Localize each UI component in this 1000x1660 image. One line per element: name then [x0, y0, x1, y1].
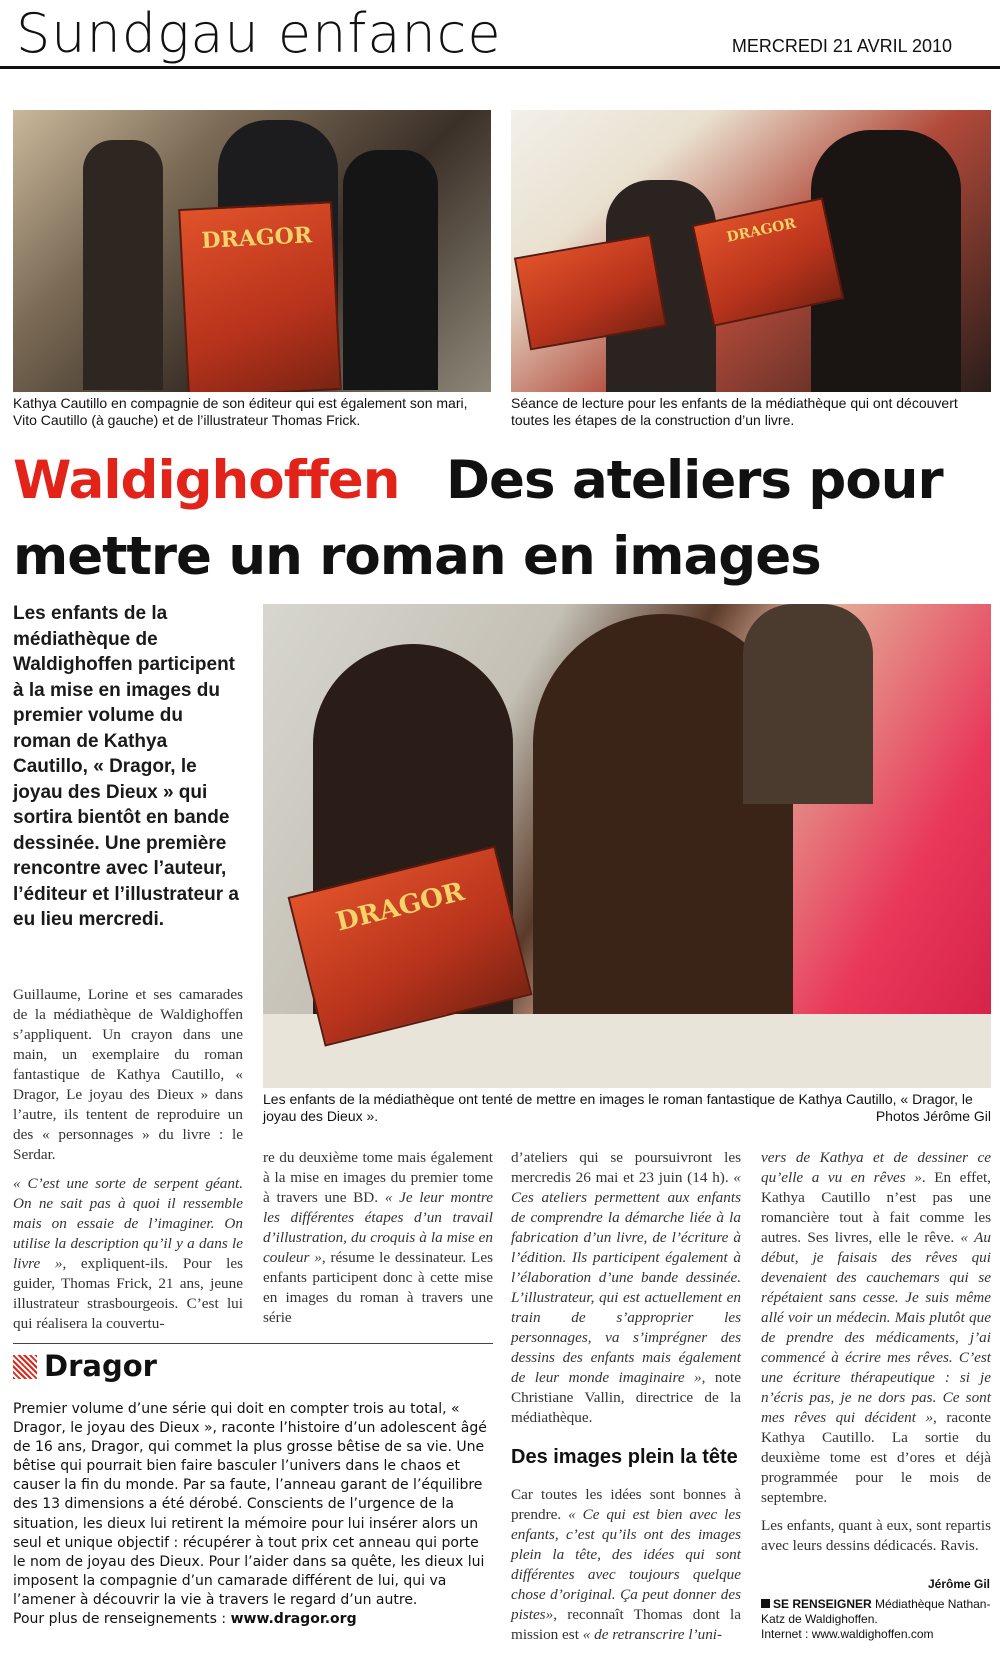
person-silhouette	[743, 604, 873, 804]
info-label: SE RENSEIGNER	[773, 1597, 872, 1611]
article-lead: Les enfants de la médiathèque de Waldighoffen participent à la mise en images du premier volume du roman de Kathya Cautillo, « Dragor, le joyau des Dieux » qui sortira bientôt en bande dessinée. Une première rencontre avec l’auteur, l’éditeur et l’illustrateur a eu lieu mercredi.	[13, 603, 239, 930]
box-more-info: Pour plus de renseignements : www.dragor.org	[13, 1611, 357, 1628]
article-column-3	[511, 1148, 741, 1428]
box-rule	[13, 1343, 493, 1344]
book-cover: DRAGOR	[178, 201, 342, 392]
paragraph: vers de Kathya et de dessiner ce qu’elle a vu en rêves ». En effet, Kathya Cautillo n’est pas une romancière tout à fait comme les autres. Ses livres, elle le rêve. « Au début, je faisais des rêves qui devenaient des cauchemars qui se répétaient sans cesse. Je suis même allé voir un médecin. Mais plutôt que de prendre des médicaments, j’ai commencé à écrire mes rêves. C’est une écriture thérapeutique : si je n’écris pas, je ne dors pas. Ce sont mes rêves qui décident », raconte Kathya Cautillo. La sortie du deuxième tome est d’ores et déjà programmée pour le mois de septembre.	[761, 1149, 992, 1506]
masthead-rule	[0, 66, 1000, 69]
article-column-1	[13, 985, 243, 1334]
paragraph: Car toutes les idées sont bonnes à prendre. « Ce qui est bien avec les enfants, c’est qu’ils ont des images plein la tête, des idées qui sont différentes avec toujours quelque chose d’original. Ça peut donner des pistes», reconnaît Thomas dont la mission est « de retranscrire l’uni-	[511, 1486, 741, 1643]
article-column-2	[263, 1148, 493, 1328]
box-paragraph: Premier volume d’une série qui doit en compter trois au total, « Dragor, le joyau des Dieux », raconte l’histoire d’un adolescent âgé de 16 ans, Dragor, qui commet la plus grosse bêtise de sa vie. Une bêtise qui pourrait bien faire basculer l’univers dans le chaos et causer la fin du monde. Par sa faute, l’anneau garant de l’équilibre des 13 dimensions a été dérobé. Conscients de l’urgence de la situation, les dieux lui retirent la mémoire pour lui insérer alors un seul et unique objectif : récupérer à tout prix cet anneau qui porte le nom de joyau des Dieux. Pour l’aider dans sa quête, les dieux lui imposent la compagnie d’un camarade différent de lui, qui va l’amener à découvrir la vie à travers le regard d’un autre.	[13, 1401, 487, 1608]
info-block	[761, 1597, 991, 1642]
paragraph: Les enfants, quant à eux, sont repartis avec leurs dessins dédicacés. Ravis.	[761, 1517, 991, 1554]
photo-children-drawing	[263, 604, 991, 1088]
section-title: Sundgau enfance	[16, 2, 502, 65]
headline-kicker: Waldighoffen	[13, 450, 400, 511]
website-link[interactable]: www.dragor.org	[230, 1611, 357, 1628]
paragraph: re du deuxième tome mais également à la mise en images du premier tome à travers une BD. « Je leur montre les différentes étapes d’un travail d’illustration, du croquis à la mise en couleur », résume le dessinateur. Les enfants participent donc à cette mise en images du roman à travers une série	[263, 1149, 493, 1326]
headline-line2: mettre un roman en images	[13, 526, 821, 587]
issue-date: MERCREDI 21 AVRIL 2010	[731, 36, 952, 56]
photo-caption: Les enfants de la médiathèque ont tenté de mettre en images le roman fantastique de Kathya Cautillo, « Dragor, le joyau des Dieux ».	[263, 1091, 973, 1124]
quote: « Ces ateliers permettent aux enfants de comprendre la démarche liée à la fabrication d’un livre, de l’écriture à l’édition. Ils participent également à l’élaboration d’une bande dessinée. L’illustrateur, qui est actuellement en train de s’approprier les personnages, va s’imprégner des dessins des enfants mais également de leur monde imaginaire »	[511, 1169, 741, 1386]
article-column-4	[761, 1148, 991, 1556]
paragraph: d’ateliers qui se poursuivront les mercredis 26 mai et 23 juin (14 h). « Ces ateliers permettent aux enfants de comprendre la démarche liée à la fabrication d’un livre, de l’écriture à l’édition. Ils participent également à l’élaboration d’une bande dessinée. L’illustrateur, qui est actuellement en train de s’approprier les personnages, va s’imprégner des dessins des enfants mais également de leur monde imaginaire », note Christiane Vallin, directrice de la médiathèque.	[511, 1149, 741, 1426]
paragraph: « C’est une sorte de serpent géant. On ne sait pas à quoi il ressemble mais on essaie de l’imaginer. On utilise la description qu’il y a dans le livre », expliquent-ils. Pour les guider, Thomas Frick, 21 ans, jeune illustrateur strasbourgeois. C’est lui qui réalisera la couvertu-	[13, 1175, 243, 1332]
article-subhead: Des images plein la tête	[511, 1446, 738, 1468]
photo-reading-session	[511, 110, 991, 392]
quote: « Au début, je faisais des rêves qui devenaient des cauchemars qui se répétaient sans cesse. Je suis même allé voir un médecin. Mais plutôt que de prendre des médicaments, j’ai commencé à écrire mes rêves. C’est une écriture thérapeutique : si je n’écris pas, je ne dors pas. Ce sont mes rêves qui décident »	[761, 1229, 991, 1426]
quote: « de retranscrire l’uni-	[582, 1626, 723, 1643]
quote: vers de Kathya et de dessiner ce qu’elle a vu en rêves »	[761, 1149, 991, 1186]
paragraph: Guillaume, Lorine et ses camarades de la médiathèque de Waldighoffen s’appliquent. Un crayon dans une main, un exemplaire du roman fantastique de Kathya Cautillo, « Dragor, Le joyau des Dieux » dans l’autre, ils tentent de reproduire un des « personnages » du livre : le Serdar.	[13, 986, 243, 1163]
quote: « C’est une sorte de serpent géant. On ne sait pas à quoi il ressemble mais on essaie de l’imaginer. On utilise la description qu’il y a dans le livre »	[13, 1175, 243, 1272]
quote: « Ce qui est bien avec les enfants, c’est qu’ils ont des images plein la tête, des idées qui sont différentes avec toujours quelque chose d’original. Ça peut donner des pistes»	[511, 1506, 741, 1623]
photo-caption: Séance de lecture pour les enfants de la médiathèque qui ont découvert toutes les étapes de la construction d’un livre.	[511, 395, 958, 428]
photo-caption: Kathya Cautillo en compagnie de son éditeur qui est également son mari, Vito Cautillo (à gauche) et de l’illustrateur Thomas Frick.	[13, 395, 468, 428]
quote: « Je leur montre les différentes étapes d’un travail d’illustration, du croquis à la mise en couleur »	[263, 1189, 493, 1266]
book-cover: DRAGOR	[288, 845, 533, 1046]
person-silhouette	[83, 140, 163, 390]
info-text: Médiathèque Nathan-Katz de Waldighoffen.	[761, 1597, 991, 1626]
box-title: Dragor	[44, 1349, 157, 1383]
photo-credit: Photos Jérôme Gil	[875, 1108, 991, 1124]
photo-author-editor-illustrator	[13, 110, 491, 392]
article-column-3b	[511, 1485, 741, 1645]
book-open: DRAGOR	[692, 197, 845, 327]
headline-line1: Des ateliers pour	[446, 450, 943, 511]
byline: Jérôme Gil	[927, 1577, 990, 1591]
box-marker-icon	[13, 1355, 37, 1379]
box-body	[13, 1400, 493, 1629]
square-bullet-icon	[761, 1599, 770, 1608]
info-internet[interactable]: Internet : www.waldighoffen.com	[761, 1627, 934, 1641]
person-silhouette	[343, 150, 438, 390]
